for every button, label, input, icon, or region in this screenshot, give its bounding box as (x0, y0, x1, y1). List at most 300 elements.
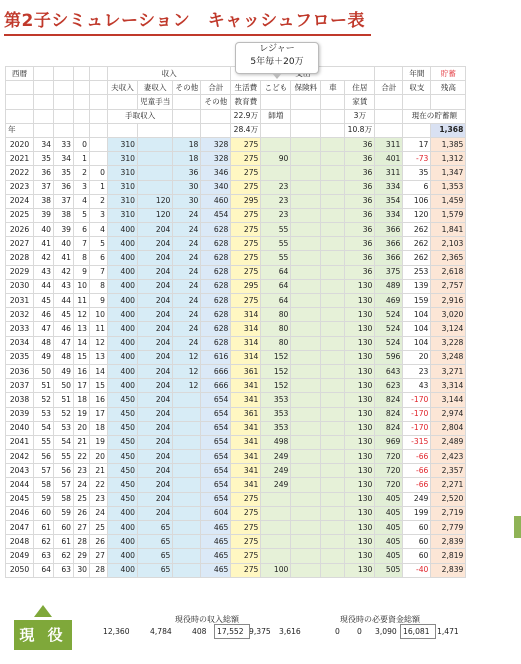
table-cell: 2041 (6, 435, 34, 449)
table-row (6, 322, 466, 336)
table-cell: 275 (231, 294, 261, 308)
table-cell (321, 549, 345, 563)
table-cell: 44 (54, 294, 74, 308)
table-cell: 262 (403, 251, 431, 265)
table-cell: 2031 (6, 294, 34, 308)
table-cell (173, 450, 201, 464)
footer-total-value: 1,471 (437, 627, 459, 636)
table-cell: 80 (261, 308, 291, 322)
table-cell (90, 152, 108, 166)
table-cell: 11 (74, 294, 90, 308)
col-housing: 住居 (345, 81, 375, 95)
table-cell: 2,974 (431, 407, 466, 421)
col-car: 車 (321, 81, 345, 95)
table-cell (321, 450, 345, 464)
table-cell: 3,248 (431, 350, 466, 364)
table-cell: 130 (345, 279, 375, 293)
table-cell: 64 (261, 265, 291, 279)
table-cell: 3,124 (431, 322, 466, 336)
table-cell: 405 (375, 506, 403, 520)
table-cell (321, 336, 345, 350)
table-cell: 2045 (6, 492, 34, 506)
footer-total-value: 4,784 (150, 627, 172, 636)
table-cell: 12 (173, 364, 201, 378)
table-cell: 36 (54, 180, 74, 194)
table-cell (321, 322, 345, 336)
table-cell: 49 (34, 350, 54, 364)
table-cell: 204 (138, 322, 173, 336)
table-cell (321, 279, 345, 293)
footer-expense-label: 現役時の必要資金総額 (340, 615, 420, 624)
table-cell (173, 563, 201, 577)
table-cell (261, 506, 291, 520)
table-cell: 524 (375, 336, 403, 350)
table-cell: 130 (345, 421, 375, 435)
table-cell: 6 (403, 180, 431, 194)
table-cell: 11 (90, 322, 108, 336)
table-cell: 2023 (6, 180, 34, 194)
table-cell: -66 (403, 478, 431, 492)
table-cell: 353 (261, 393, 291, 407)
table-cell: 405 (375, 492, 403, 506)
table-cell: 10 (74, 279, 90, 293)
table-cell: 400 (108, 506, 138, 520)
table-cell: 19 (74, 407, 90, 421)
table-cell: 2,839 (431, 535, 466, 549)
table-cell: 36 (345, 137, 375, 151)
table-cell (173, 464, 201, 478)
table-cell (291, 563, 321, 577)
label-rent: 家賃 (345, 95, 375, 109)
table-cell: 401 (375, 152, 403, 166)
table-cell (291, 336, 321, 350)
table-cell: 524 (375, 322, 403, 336)
table-cell: 465 (201, 549, 231, 563)
table-cell: 314 (231, 350, 261, 364)
table-cell: 47 (34, 322, 54, 336)
table-cell: 2,618 (431, 265, 466, 279)
table-cell (321, 237, 345, 251)
table-cell: 2027 (6, 237, 34, 251)
table-cell: 328 (201, 152, 231, 166)
table-cell: 36 (345, 237, 375, 251)
table-cell: 2020 (6, 137, 34, 151)
table-cell: 450 (108, 407, 138, 421)
table-cell (291, 393, 321, 407)
note-line1: レジャー (259, 44, 295, 54)
table-cell: 328 (201, 137, 231, 151)
header-annual: 年間 (403, 67, 431, 81)
table-row (6, 350, 466, 364)
label-other: その他 (201, 95, 231, 109)
table-cell: 130 (345, 336, 375, 350)
table-cell: 12 (90, 336, 108, 350)
table-cell: 824 (375, 393, 403, 407)
table-cell: 465 (201, 521, 231, 535)
table-cell: 130 (345, 478, 375, 492)
table-cell: 275 (231, 492, 261, 506)
page-title: 第2子シミュレーション キャッシュフロー表 (4, 6, 371, 36)
label-housing-amount: 10.8万 (345, 123, 375, 137)
table-cell: 26 (74, 506, 90, 520)
table-cell: 3 (90, 208, 108, 222)
table-cell: 60 (54, 521, 74, 535)
table-cell: 0 (74, 137, 90, 151)
table-row (6, 166, 466, 180)
table-cell: 63 (34, 549, 54, 563)
table-cell: 30 (173, 194, 201, 208)
table-cell: 204 (138, 294, 173, 308)
table-row (6, 152, 466, 166)
table-cell: 204 (138, 492, 173, 506)
table-cell: 2039 (6, 407, 34, 421)
table-cell: 654 (201, 450, 231, 464)
table-cell: 37 (54, 194, 74, 208)
table-cell: 55 (261, 251, 291, 265)
table-cell: 24 (173, 237, 201, 251)
table-cell: 275 (231, 563, 261, 577)
table-cell: 460 (201, 194, 231, 208)
table-cell: 43 (54, 279, 74, 293)
table-cell: 654 (201, 407, 231, 421)
table-cell: 1,841 (431, 223, 466, 237)
table-cell: 450 (108, 435, 138, 449)
table-row (6, 279, 466, 293)
header-year: 西暦 (6, 67, 34, 81)
table-cell: 275 (231, 265, 261, 279)
table-cell (291, 379, 321, 393)
table-cell: 334 (375, 208, 403, 222)
label-rent-amount: 3万 (345, 109, 375, 123)
table-cell (138, 166, 173, 180)
table-cell: 24 (173, 294, 201, 308)
table-cell: 2032 (6, 308, 34, 322)
table-cell (291, 152, 321, 166)
table-cell: 2,916 (431, 294, 466, 308)
table-cell: 46 (54, 322, 74, 336)
table-cell: 623 (375, 379, 403, 393)
table-cell (321, 265, 345, 279)
footer-total-value: 408 (192, 627, 207, 636)
table-cell: 2,103 (431, 237, 466, 251)
table-cell: 275 (231, 208, 261, 222)
table-cell (321, 379, 345, 393)
table-cell: 59 (34, 492, 54, 506)
table-row (6, 563, 466, 577)
table-cell: 2035 (6, 350, 34, 364)
table-cell: 628 (201, 336, 231, 350)
table-cell: 130 (345, 450, 375, 464)
table-cell: 465 (201, 563, 231, 577)
table-cell: 2044 (6, 478, 34, 492)
table-row (6, 364, 466, 378)
table-cell: 23 (261, 194, 291, 208)
table-cell: 33 (54, 137, 74, 151)
table-cell: 465 (201, 535, 231, 549)
table-cell: 36 (345, 265, 375, 279)
table-row (6, 393, 466, 407)
table-cell: 654 (201, 478, 231, 492)
table-cell: 8 (74, 251, 90, 265)
table-cell (173, 393, 201, 407)
table-cell: 2,271 (431, 478, 466, 492)
table-cell: 39 (34, 208, 54, 222)
table-cell: 450 (108, 492, 138, 506)
table-cell: 10 (90, 308, 108, 322)
table-cell (173, 492, 201, 506)
table-cell: 49 (54, 364, 74, 378)
table-cell (173, 435, 201, 449)
table-cell: 57 (54, 478, 74, 492)
table-cell: 2,423 (431, 450, 466, 464)
table-cell: 199 (403, 506, 431, 520)
table-cell: 130 (345, 308, 375, 322)
income-total-box (214, 624, 250, 639)
table-cell: 5 (90, 237, 108, 251)
table-cell: -170 (403, 393, 431, 407)
table-cell: 65 (138, 535, 173, 549)
table-cell: 353 (261, 407, 291, 421)
table-cell: 130 (345, 563, 375, 577)
table-cell: 4 (74, 194, 90, 208)
table-cell: 6 (90, 251, 108, 265)
table-cell: 36 (173, 166, 201, 180)
col-children: こども (261, 81, 291, 95)
cashflow-table (5, 66, 466, 578)
table-cell: 106 (403, 194, 431, 208)
table-cell: 204 (138, 265, 173, 279)
table-cell: 159 (403, 294, 431, 308)
table-cell: 13 (90, 350, 108, 364)
table-cell: 27 (90, 549, 108, 563)
table-cell: 55 (261, 237, 291, 251)
table-cell: 48 (54, 350, 74, 364)
table-cell: 104 (403, 322, 431, 336)
table-cell: 295 (231, 279, 261, 293)
table-cell: 0 (90, 166, 108, 180)
table-cell: 24 (173, 208, 201, 222)
table-cell: 720 (375, 478, 403, 492)
table-row (6, 308, 466, 322)
table-cell (261, 492, 291, 506)
table-cell: 2,719 (431, 506, 466, 520)
table-cell: 24 (90, 506, 108, 520)
table-cell: 1,347 (431, 166, 466, 180)
table-cell: 654 (201, 421, 231, 435)
table-cell: 400 (108, 563, 138, 577)
table-cell: 24 (173, 251, 201, 265)
table-cell: 3,228 (431, 336, 466, 350)
col-income-total: 合計 (201, 81, 231, 95)
table-cell: 8 (90, 279, 108, 293)
table-cell: 53 (54, 421, 74, 435)
table-cell (321, 393, 345, 407)
label-increase: 師増 (261, 109, 291, 123)
table-cell: 16 (74, 364, 90, 378)
label-child-allowance: 児童手当 (138, 95, 173, 109)
table-cell (321, 535, 345, 549)
table-cell: 275 (231, 251, 261, 265)
table-cell: 52 (34, 393, 54, 407)
table-cell: 400 (108, 279, 138, 293)
table-cell: 130 (345, 350, 375, 364)
table-cell: 12 (173, 379, 201, 393)
table-row (6, 194, 466, 208)
table-cell: 2,757 (431, 279, 466, 293)
table-cell: 40 (54, 237, 74, 251)
table-cell: 42 (54, 265, 74, 279)
table-cell: 310 (108, 180, 138, 194)
table-cell (321, 166, 345, 180)
table-cell: 361 (231, 364, 261, 378)
table-cell: 130 (345, 492, 375, 506)
table-cell: 334 (375, 180, 403, 194)
table-cell: 3,271 (431, 364, 466, 378)
table-cell: 12 (74, 308, 90, 322)
table-cell: 1,353 (431, 180, 466, 194)
header-row-3 (6, 95, 466, 109)
table-cell: 341 (231, 450, 261, 464)
table-cell (291, 535, 321, 549)
table-cell: -73 (403, 152, 431, 166)
table-cell: 469 (375, 294, 403, 308)
table-cell: 41 (34, 237, 54, 251)
table-cell: 50 (34, 364, 54, 378)
table-cell: 2 (90, 194, 108, 208)
table-cell: 275 (231, 180, 261, 194)
up-arrow-icon (34, 605, 52, 617)
table-cell: 204 (138, 478, 173, 492)
table-cell: 37 (34, 180, 54, 194)
table-cell: 22 (74, 450, 90, 464)
col-expense-total: 合計 (375, 81, 403, 95)
table-cell (321, 294, 345, 308)
table-cell: 400 (108, 364, 138, 378)
table-cell: 498 (261, 435, 291, 449)
table-row (6, 478, 466, 492)
table-cell (173, 478, 201, 492)
table-cell: 720 (375, 450, 403, 464)
table-row (6, 506, 466, 520)
table-cell: 130 (345, 364, 375, 378)
table-cell (173, 521, 201, 535)
table-cell (291, 450, 321, 464)
table-cell: 628 (201, 265, 231, 279)
table-cell: 18 (173, 152, 201, 166)
table-cell (138, 137, 173, 151)
table-cell: 51 (34, 379, 54, 393)
table-cell: 400 (108, 308, 138, 322)
table-cell: 400 (108, 251, 138, 265)
table-cell: 489 (375, 279, 403, 293)
table-cell: 130 (345, 407, 375, 421)
table-cell: 1,385 (431, 137, 466, 151)
note-line2: 5年毎＋20万 (250, 57, 304, 67)
table-cell: 249 (261, 478, 291, 492)
table-cell: 2022 (6, 166, 34, 180)
table-cell: 400 (108, 379, 138, 393)
table-cell: 405 (375, 549, 403, 563)
table-cell: 17 (90, 407, 108, 421)
table-cell: 56 (54, 464, 74, 478)
col-husband-income: 夫収入 (108, 81, 138, 95)
table-cell: 58 (34, 478, 54, 492)
table-cell (291, 265, 321, 279)
table-cell: 2030 (6, 279, 34, 293)
table-cell: -170 (403, 421, 431, 435)
table-cell: 366 (375, 223, 403, 237)
table-cell: 2029 (6, 265, 34, 279)
table-cell: 275 (231, 535, 261, 549)
table-cell: 62 (34, 535, 54, 549)
table-cell (321, 208, 345, 222)
table-cell: 2,779 (431, 521, 466, 535)
table-cell (291, 549, 321, 563)
header-savings: 貯蓄 (431, 67, 466, 81)
table-cell: 275 (231, 166, 261, 180)
table-cell: 64 (34, 563, 54, 577)
table-cell: 47 (54, 336, 74, 350)
footer-total-value: 3,090 (375, 627, 397, 636)
table-cell: 262 (403, 237, 431, 251)
table-cell: 18 (74, 393, 90, 407)
table-cell: 1 (90, 180, 108, 194)
table-cell: 2026 (6, 223, 34, 237)
table-cell: 59 (54, 506, 74, 520)
table-cell: 405 (375, 535, 403, 549)
footer-total-value: 16,081 (403, 627, 430, 636)
table-cell: 2,489 (431, 435, 466, 449)
table-cell (291, 478, 321, 492)
table-cell: 253 (403, 265, 431, 279)
table-row (6, 421, 466, 435)
table-cell: 80 (261, 322, 291, 336)
table-cell: 295 (231, 194, 261, 208)
table-cell: 15 (74, 350, 90, 364)
col-savings: 残高 (431, 81, 466, 95)
table-cell: 90 (261, 152, 291, 166)
table-cell (173, 506, 201, 520)
table-cell: 824 (375, 407, 403, 421)
table-cell: 62 (54, 549, 74, 563)
table-cell: 400 (108, 322, 138, 336)
table-cell: 24 (173, 308, 201, 322)
table-cell: 28 (90, 563, 108, 577)
side-tab[interactable] (514, 516, 521, 538)
table-cell: 249 (403, 492, 431, 506)
table-cell: 60 (403, 521, 431, 535)
table-cell: 400 (108, 237, 138, 251)
table-cell: 9 (74, 265, 90, 279)
table-row (6, 521, 466, 535)
table-cell: 23 (90, 492, 108, 506)
table-cell: 23 (261, 208, 291, 222)
table-cell: 65 (138, 563, 173, 577)
table-cell: 48 (34, 336, 54, 350)
table-cell: -315 (403, 435, 431, 449)
table-cell: 314 (231, 336, 261, 350)
table-cell: 61 (54, 535, 74, 549)
label-living-amount: 28.4万 (231, 123, 261, 137)
table-cell: 130 (345, 464, 375, 478)
label-year: 年 (6, 123, 34, 137)
label-current-savings: 現在の貯蓄額 (403, 109, 466, 123)
table-cell: 51 (54, 393, 74, 407)
table-cell: 13 (74, 322, 90, 336)
table-cell: 666 (201, 364, 231, 378)
table-cell: 38 (54, 208, 74, 222)
table-cell: 628 (201, 294, 231, 308)
